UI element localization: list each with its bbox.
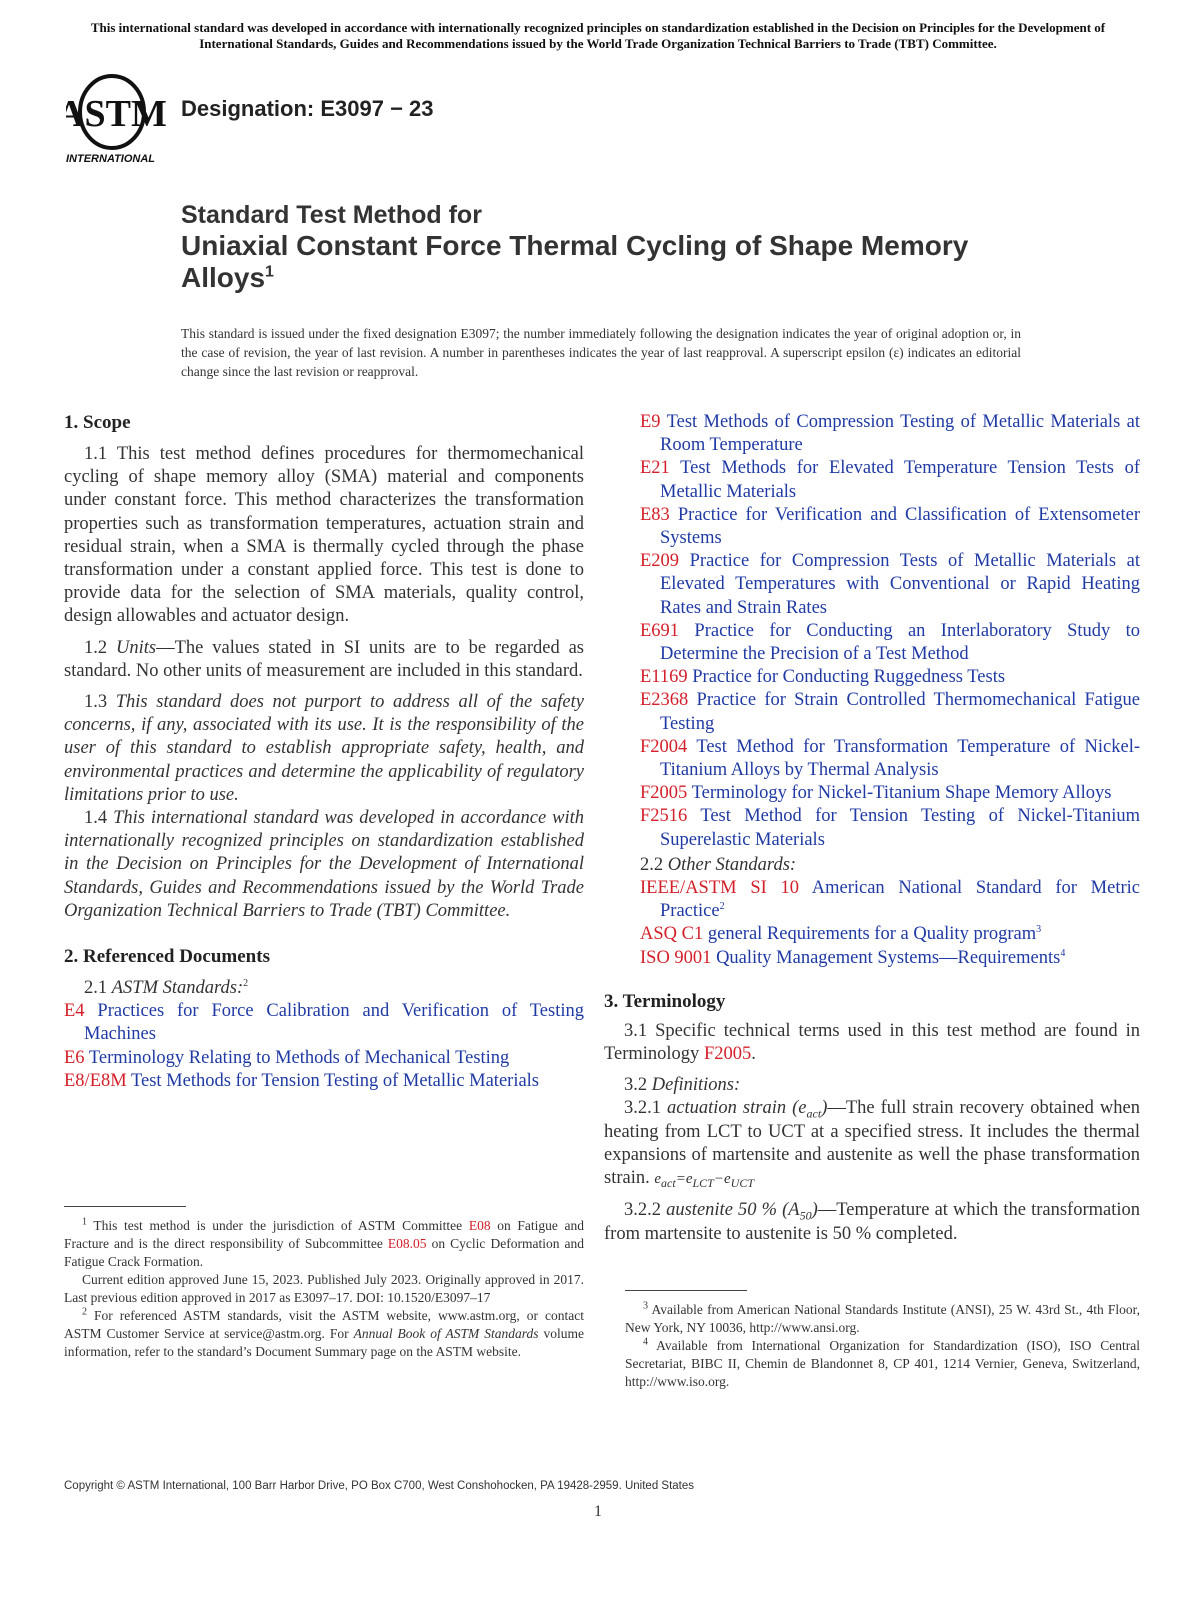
ref-item[interactable]: F2004 Test Method for Transformation Temperature of Nickel-Titanium Alloys by Thermal Analysis — [640, 736, 1140, 781]
astm-logo — [66, 72, 166, 166]
right-column — [604, 411, 1141, 1246]
footnote-4: $^4$ Available from International Organization for Standardization (ISO), ISO Central Secretariat, BIBC II, Chemin de Blandonnet 8, CP 401, 1214 Vernier, Geneva, Switzerland, http://www.iso.org. — [625, 1336, 1140, 1389]
title-line-2: Uniaxial Constant Force Thermal Cycling of Shape Memory — [181, 230, 969, 261]
terminology-body — [604, 1020, 1140, 1246]
footnote-1: $^1$ This test method is under the jurisdiction of ASTM Committee E08 on Fatigue and Fracture and is the direct responsibility of Subcommittee E08.05 on Cyclic Deformation and Fatigue Crack Formation. — [64, 1216, 585, 1269]
ref-item[interactable]: E2368 Practice for Strain Controlled Thermomechanical Fatigue Testing — [640, 690, 1140, 734]
document-title — [181, 200, 1081, 294]
scope-1-2: 1.2 Units—The values stated in SI units are to be regarded as standard. No other units of measurement are included in this standard. — [64, 637, 585, 681]
ref-item[interactable]: E9 Test Methods of Compression Testing of Metallic Materials at Room Temperature — [640, 412, 1140, 456]
footnote-rule — [64, 1206, 186, 1207]
definitions-subheading: 3.2 Definitions: — [624, 1075, 741, 1096]
terminology-link-f2005[interactable]: F2005 — [703, 1044, 752, 1065]
right-footnotes — [625, 1290, 1140, 1391]
footnote-rule — [625, 1290, 747, 1291]
definition-actuation-strain: 3.2.1 actuation strain $(e_{act})—The$ full strain recovery obtained when heating from LCT to UCT at a specified stress. It includes the thermal expansions of martensite and austenite as well the phase transformation strain. $e_{act}=e_{LCT}-e_{UCT}$ — [604, 1098, 1140, 1191]
title-footnote-marker: 1 — [265, 263, 274, 281]
ref-item[interactable]: F2005 Terminology for Nickel-Titanium Shape Memory Alloys — [640, 783, 1112, 804]
left-column — [64, 411, 584, 1093]
ref-item[interactable]: IEEE/ASTM SI 10 American National Standard for Metric Practice$^2$ — [640, 878, 1140, 922]
scope-1-3: 1.3 This standard does not purport to address all of the safety concerns, if any, associated with its use. It is the responsibility of the user of this standard to establish appropriate safety, health, and environmental practices and determine the applicability of regulatory limitations prior to use. — [64, 692, 584, 805]
terminology-heading: 3. Terminology — [604, 990, 726, 1012]
page-number: 1 — [594, 1503, 602, 1520]
footnote-3: $^3$ Available from American National Standards Institute (ANSI), 25 W. 43rd St., 4th Floor, New York, NY 10036, http://www.ansi.org. — [625, 1300, 1140, 1335]
title-line-1: Standard Test Method for — [181, 201, 482, 229]
issue-note: This standard is issued under the fixed designation E3097; the number immediately following the designation indicates the year of original adoption or, in the case of revision, the year of last revision. A number in parentheses indicates the year of last reapproval. A superscript epsilon (ε) indicates an editorial change since the last revision or reapproval. — [181, 326, 1021, 379]
ref-item[interactable]: E6 Terminology Relating to Methods of Mechanical Testing — [64, 1047, 510, 1068]
ref-item[interactable]: E4 Practices for Force Calibration and Verification of Testing Machines — [64, 1001, 584, 1045]
scope-1-1: 1.1 This test method defines procedures for thermomechanical cycling of shape memory alloy (SMA) material and components under constant force. This method characterizes the transformation properties such as transformation temperatures, actuation strain and residual strain, when a SMA is thermally cycled through the phase transformation under a constant applied force. This test is done to provide data for the selection of SMA materials, quality control, design allowables and actuator design. — [64, 444, 584, 627]
ref-item[interactable]: E83 Practice for Verification and Classification of Extensometer Systems — [640, 504, 1141, 549]
ref-item[interactable]: E21 Test Methods for Elevated Temperature Tension Tests of Metallic Materials — [640, 458, 1140, 502]
ref-item[interactable]: ASQ C1 general Requirements for a Quality program$^3$ — [640, 924, 1042, 945]
copyright-footer: Copyright © ASTM International, 100 Barr Harbor Drive, PO Box C700, West Conshohocken, PA 19428-2959. United States — [64, 1480, 695, 1492]
scope-1-4: 1.4 This international standard was developed in accordance with internationally recognized principles on standardization established in the Decision on Principles for the Development of International Standards, Guides and Recommendations issued by the World Trade Organization Technical Barriers to Trade (TBT) Committee. — [64, 808, 585, 921]
astm-logo-icon — [66, 72, 166, 166]
tbt-notice: This international standard was developed in accordance with internationally recognized principles on standardization established in the Decision on Principles for the Development of International Standards, Guides and Recommendations issued by the World Trade Organization Technical Barriers to Trade (TBT) Committee. — [90, 20, 1106, 51]
ref-item[interactable]: ISO 9001 Quality Management Systems—Requirements$^4$ — [640, 947, 1066, 968]
svg-text:ASTM: ASTM — [66, 93, 166, 135]
scope-heading: 1. Scope — [64, 412, 131, 433]
ref-item[interactable]: F2516 Test Method for Tension Testing of Nickel-Titanium Superelastic Materials — [640, 806, 1141, 850]
ref-item[interactable]: E209 Practice for Compression Tests of Metallic Materials at Elevated Temperatures with Conventional or Rapid Heating Rates and Strain Rates — [640, 551, 1140, 618]
other-standards-subheading: 2.2 Other Standards: — [640, 854, 797, 875]
footnote-2: $^2$ For referenced ASTM standards, visit the ASTM website, www.astm.org, or contact ASTM Customer Service at service@astm.org. For Annual Book of ASTM Standards volume information, refer to the standard’s Document Summary page on the ASTM website. — [64, 1306, 585, 1359]
footnote-link-e08[interactable]: E08 — [468, 1218, 491, 1233]
svg-text:INTERNATIONAL: INTERNATIONAL — [66, 153, 156, 165]
ref-item[interactable]: E1169 Practice for Conducting Ruggedness Tests — [640, 667, 1006, 688]
astm-standards-subheading: 2.1 ASTM Standards:$^2$ — [84, 977, 249, 999]
footnote-link-e0805[interactable]: E08.05 — [387, 1236, 427, 1251]
definition-austenite-50: 3.2.2 austenite 50 % $(A_{50})—Temperature$ at which the transformation from martensite to austenite is 50 % completed. — [604, 1200, 1140, 1244]
designation: Designation: E3097 − 23 — [181, 96, 434, 121]
ref-item[interactable]: E8/E8M Test Methods for Tension Testing of Metallic Materials — [64, 1070, 540, 1091]
left-footnotes — [64, 1206, 584, 1361]
terminology-3-1: 3.1 Specific technical terms used in this test method are found in Terminology F2005. — [604, 1020, 1140, 1065]
referenced-documents-heading: 2. Referenced Documents — [64, 946, 270, 968]
actuation-strain-equation: $e_{act}=e_{LCT}-e_{UCT}$ — [654, 1171, 754, 1191]
ref-item[interactable]: E691 Practice for Conducting an Interlaboratory Study to Determine the Precision of a Test Method — [640, 620, 1141, 665]
footnote-1-edition: Current edition approved June 15, 2023. Published July 2023. Originally approved in 2017. Last previous edition approved in 2017 as E3097–17. DOI: 10.1520/E3097–17 — [64, 1272, 584, 1305]
title-line-3: Alloys — [181, 262, 266, 293]
